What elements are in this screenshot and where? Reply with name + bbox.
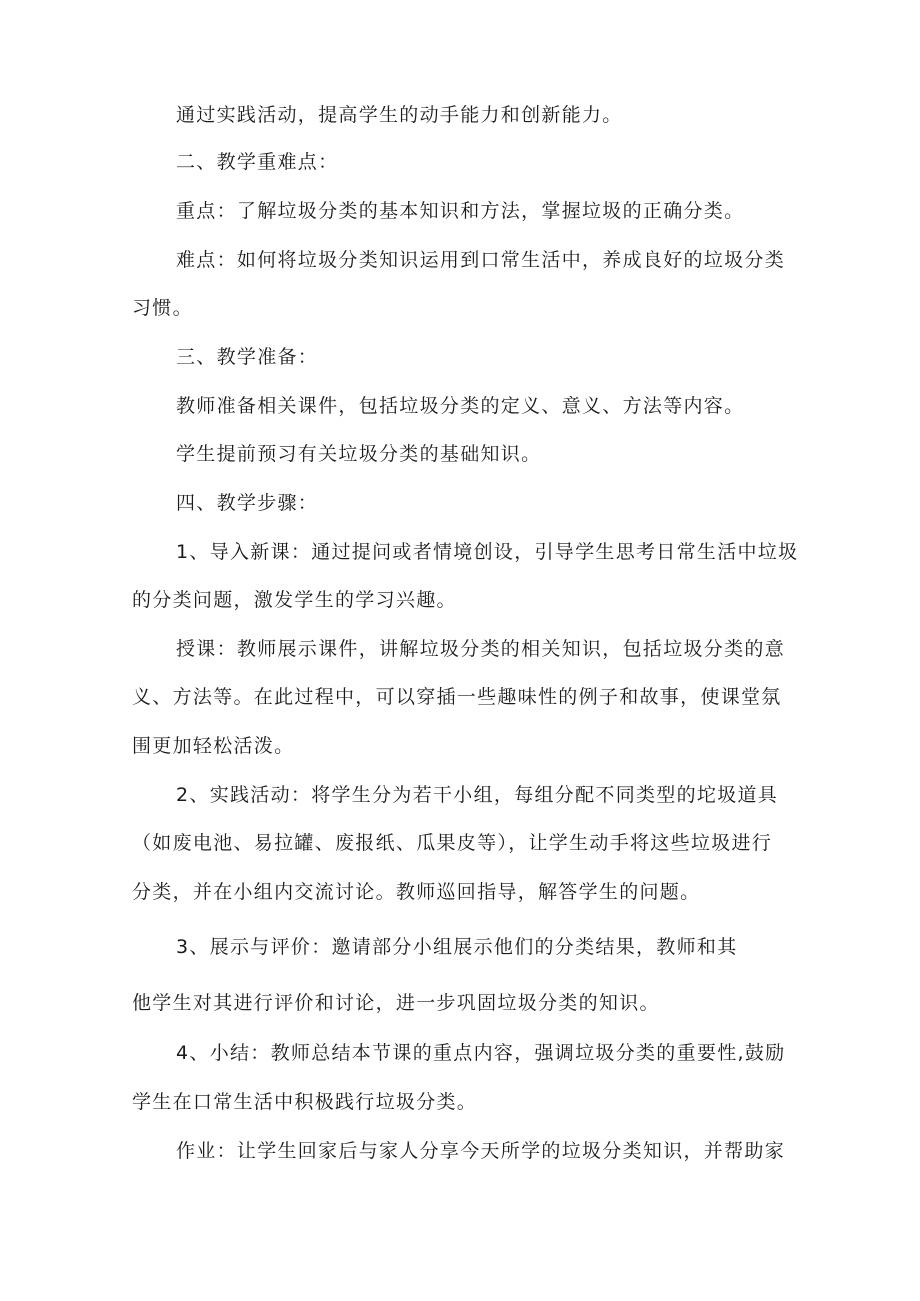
paragraph-lecture-cont-1: 义、方法等。在此过程中，可以穿插一些趣味性的例子和故事，使课堂氛: [132, 686, 782, 708]
paragraph-lecture: 授课：教师展示课件，讲解垃圾分类的相关知识，包括垃圾分类的意: [176, 638, 786, 660]
paragraph-lecture-cont-2: 围更加轻松活泼。: [132, 735, 295, 757]
paragraph-step-1: 1、导入新课：通过提问或者情境创设，引导学生思考日常生活中垃圾: [176, 541, 799, 563]
paragraph-student-preparation: 学生提前预习有关垃圾分类的基础知识。: [176, 443, 542, 465]
paragraph-difficult-point-cont: 习惯。: [132, 297, 193, 319]
paragraph-step-1-cont: 的分类问题，激发学生的学习兴趣。: [132, 589, 457, 611]
paragraph-difficult-point: 难点：如何将垃圾分类知识运用到口常生活中，养成良好的垃圾分类: [176, 249, 786, 271]
paragraph-key-point: 重点：了解垃圾分类的基本知识和方法，掌握垃圾的正确分类。: [176, 200, 745, 222]
heading-key-difficult-points: 二、教学重难点：: [176, 151, 339, 173]
heading-teaching-preparation: 三、教学准备：: [176, 346, 319, 368]
paragraph-teacher-preparation: 教师准备相关课件，包括垃圾分类的定义、意义、方法等内容。: [176, 395, 745, 417]
paragraph-step-2-cont-1: （如废电池、易拉罐、废报纸、瓜果皮等），让学生动手将这些垃圾进行: [132, 832, 773, 854]
paragraph-step-2: 2、实践活动：将学生分为若干小组，每组分配不同类型的坨圾道具: [176, 784, 779, 806]
paragraph-practice-goal: 通过实践活动，提高学生的动手能力和创新能力。: [176, 104, 623, 126]
paragraph-step-4: 4、小结：教师总结本节课的重点内容，强调垃圾分类的重要性,鼓励: [176, 1042, 786, 1064]
paragraph-homework: 作业：让学生回家后与家人分享今天所学的垃圾分类知识，并帮助家: [176, 1140, 786, 1162]
paragraph-step-2-cont-2: 分类，并在小组内交流讨论。教师巡回指导，解答学生的问题。: [132, 881, 701, 903]
paragraph-step-3: 3、展示与评价：邀请部分小组展示他们的分类结果，教师和其: [176, 936, 738, 958]
heading-teaching-steps: 四、教学步骤：: [176, 492, 319, 514]
paragraph-step-3-cont: 他学生对其进行评价和讨论，进一步巩固垃圾分类的知识。: [132, 992, 660, 1014]
paragraph-step-4-cont: 学生在口常生活中积极践行垃圾分类。: [132, 1091, 478, 1113]
